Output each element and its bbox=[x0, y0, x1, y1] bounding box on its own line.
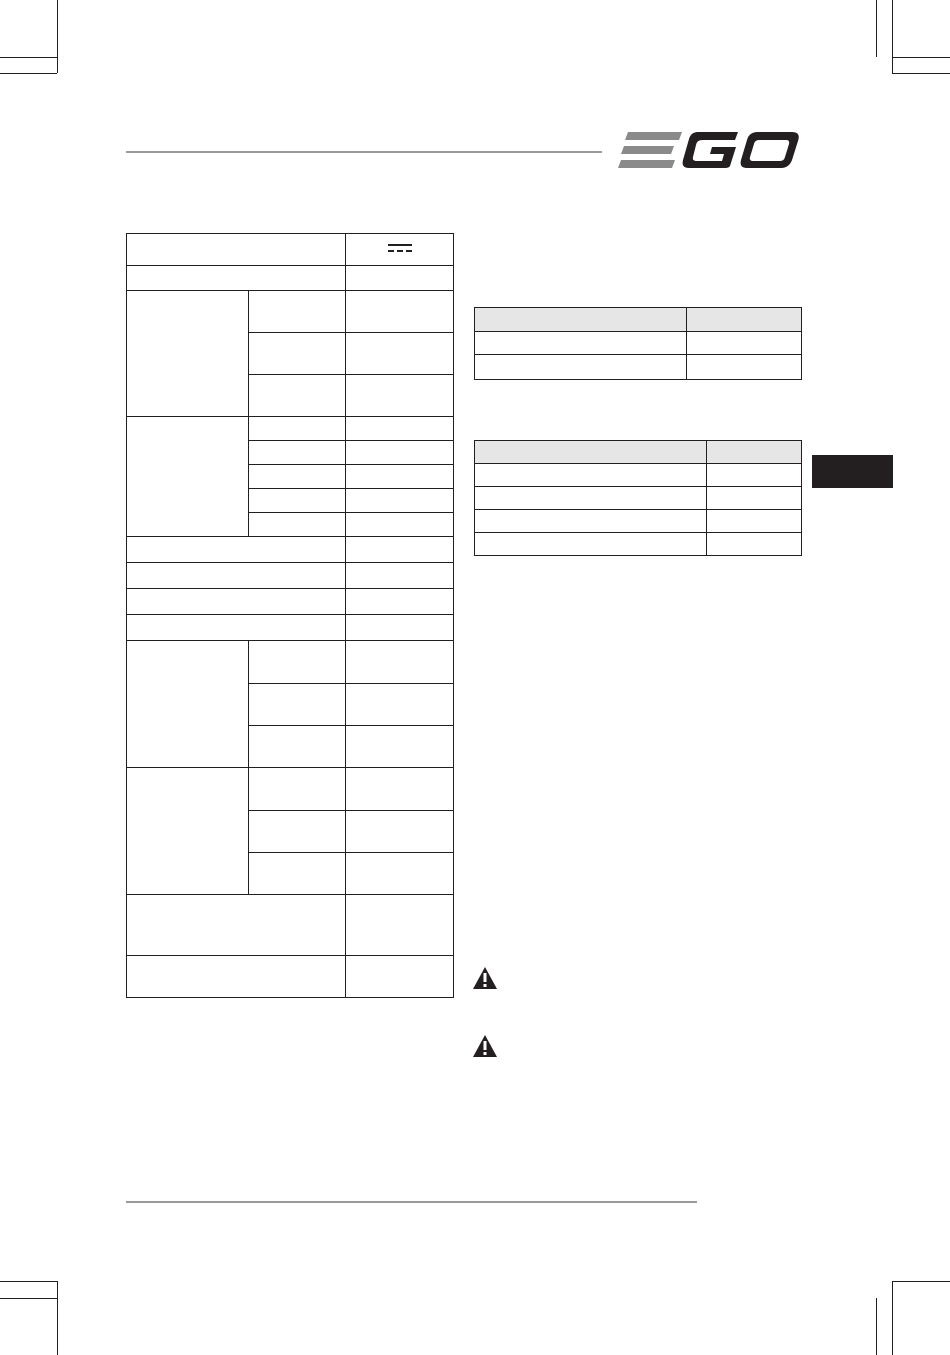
table-cell bbox=[475, 487, 707, 510]
table-cell bbox=[127, 537, 346, 563]
table-cell bbox=[346, 726, 454, 768]
table-cell bbox=[475, 332, 687, 355]
table-cell bbox=[346, 333, 454, 375]
compatible-table-2 bbox=[474, 440, 802, 556]
table-cell bbox=[127, 266, 346, 291]
table-cell bbox=[346, 768, 454, 811]
table-row bbox=[475, 533, 802, 556]
table-cell bbox=[346, 291, 454, 333]
ego-logo bbox=[618, 130, 800, 172]
table-cell bbox=[249, 853, 346, 895]
table-row bbox=[127, 537, 454, 563]
table-cell bbox=[475, 510, 707, 533]
footer-rule bbox=[126, 1201, 697, 1203]
table-cell bbox=[346, 266, 454, 291]
table-cell bbox=[249, 768, 346, 811]
table-cell bbox=[127, 589, 346, 615]
table-cell bbox=[346, 465, 454, 489]
table-cell bbox=[249, 417, 346, 441]
table-row bbox=[127, 417, 454, 441]
table-cell bbox=[346, 375, 454, 417]
warning-triangle-icon bbox=[472, 966, 498, 990]
table-header-row bbox=[475, 441, 802, 464]
table-cell bbox=[249, 465, 346, 489]
table-row bbox=[127, 589, 454, 615]
table-row bbox=[127, 895, 454, 956]
table-cell bbox=[346, 956, 454, 998]
table-cell bbox=[707, 464, 802, 487]
specifications-table bbox=[126, 233, 454, 998]
table-cell bbox=[249, 811, 346, 853]
table-cell bbox=[346, 684, 454, 726]
section-tab-marker bbox=[812, 455, 893, 488]
table-cell bbox=[127, 417, 249, 537]
table-cell bbox=[707, 441, 802, 464]
table-cell bbox=[249, 441, 346, 465]
table-row bbox=[475, 355, 802, 380]
table-cell bbox=[346, 589, 454, 615]
table-header-row bbox=[475, 308, 802, 332]
table-row bbox=[127, 291, 454, 333]
table-cell bbox=[249, 291, 346, 333]
table-cell bbox=[687, 355, 802, 380]
table-cell bbox=[249, 333, 346, 375]
table-cell bbox=[346, 513, 454, 537]
table-row bbox=[127, 956, 454, 998]
table-row bbox=[475, 332, 802, 355]
table-cell bbox=[475, 533, 707, 556]
header-rule bbox=[126, 151, 602, 153]
table-cell bbox=[707, 510, 802, 533]
table-cell bbox=[127, 563, 346, 589]
table-cell bbox=[346, 563, 454, 589]
direct-current-icon bbox=[387, 242, 413, 254]
table-cell bbox=[127, 234, 346, 266]
table-cell bbox=[346, 537, 454, 563]
table-cell bbox=[475, 464, 707, 487]
table-cell bbox=[127, 956, 346, 998]
table-cell bbox=[249, 375, 346, 417]
table-cell bbox=[249, 489, 346, 513]
table-row bbox=[475, 464, 802, 487]
table-cell bbox=[475, 355, 687, 380]
table-cell bbox=[249, 513, 346, 537]
table-cell bbox=[346, 895, 454, 956]
table-row bbox=[127, 234, 454, 266]
table-cell bbox=[687, 332, 802, 355]
table-row bbox=[475, 510, 802, 533]
table-cell bbox=[346, 641, 454, 684]
table-cell bbox=[127, 291, 249, 417]
table-cell bbox=[475, 308, 687, 332]
table-row bbox=[127, 615, 454, 641]
table-row bbox=[127, 641, 454, 684]
table-cell bbox=[707, 487, 802, 510]
table-cell bbox=[346, 441, 454, 465]
table-row bbox=[127, 768, 454, 811]
table-cell bbox=[346, 615, 454, 641]
table-cell bbox=[249, 684, 346, 726]
table-cell bbox=[346, 853, 454, 895]
table-row bbox=[475, 487, 802, 510]
table-cell bbox=[346, 811, 454, 853]
table-cell bbox=[249, 726, 346, 768]
table-cell bbox=[707, 533, 802, 556]
table-cell bbox=[127, 615, 346, 641]
table-cell bbox=[346, 417, 454, 441]
table-cell bbox=[127, 895, 346, 956]
table-row bbox=[127, 266, 454, 291]
table-cell bbox=[127, 768, 249, 895]
table-cell bbox=[475, 441, 707, 464]
compatible-table-1 bbox=[474, 307, 802, 380]
table-cell bbox=[346, 489, 454, 513]
table-cell bbox=[346, 234, 454, 266]
table-cell bbox=[127, 641, 249, 768]
table-cell bbox=[249, 641, 346, 684]
table-row bbox=[127, 563, 454, 589]
table-cell bbox=[687, 308, 802, 332]
warning-triangle-icon bbox=[472, 1034, 498, 1058]
